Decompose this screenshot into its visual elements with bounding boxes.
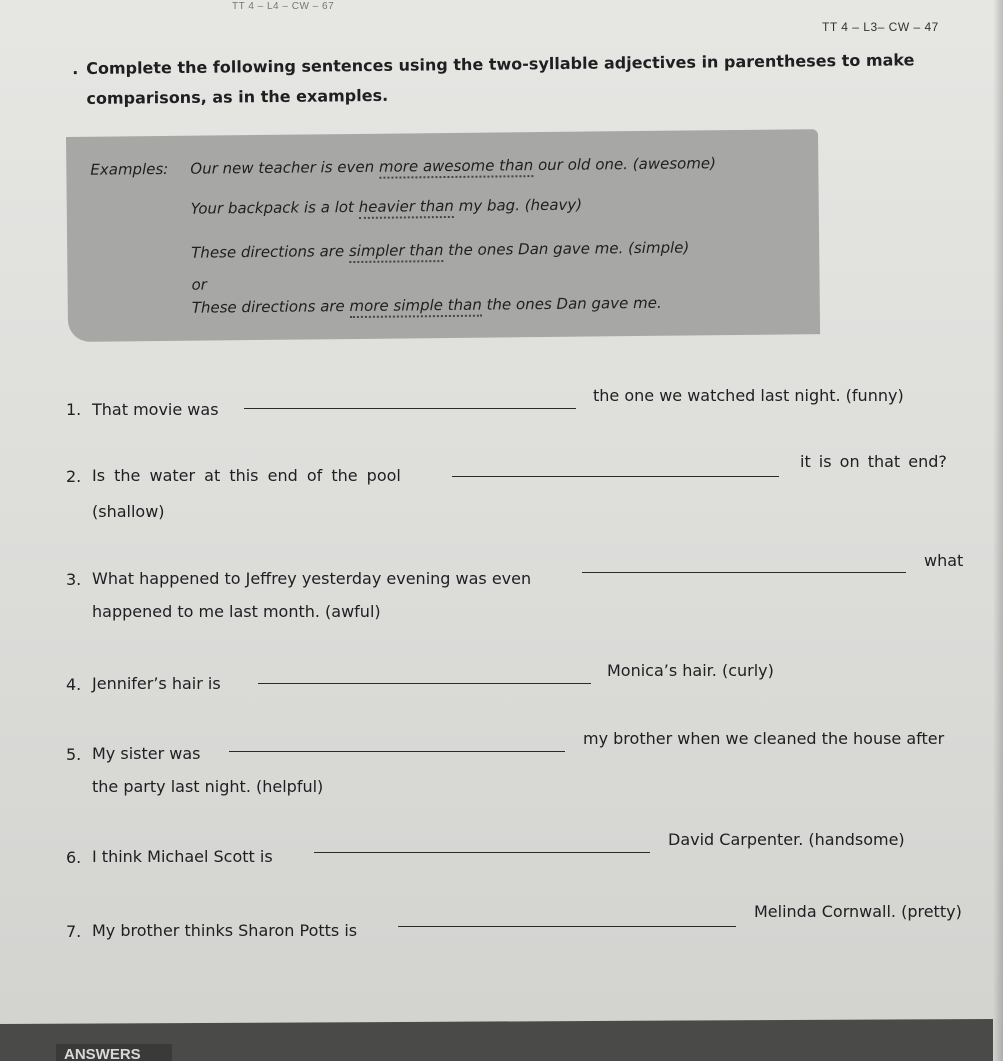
example-3-pre: These directions are	[191, 242, 350, 262]
question-2-continuation: it is on that end?	[800, 452, 947, 471]
question-2-adjective: (shallow)	[92, 502, 165, 521]
question-5-second-line: the party last night. (helpful)	[92, 777, 324, 796]
instruction-line-1: Complete the following sentences using the two-syllable adjectives in parentheses to make	[86, 50, 915, 78]
question-5-continuation: my brother when we cleaned the house after	[583, 729, 945, 748]
question-6-continuation: David Carpenter. (handsome)	[668, 830, 905, 849]
example-1-answer: more awesome than	[379, 156, 534, 179]
question-3-blank[interactable]	[582, 572, 906, 573]
question-3-second-line: happened to me last month. (awful)	[92, 602, 381, 621]
question-1-blank[interactable]	[244, 408, 576, 409]
example-1	[190, 154, 716, 178]
question-7-number: 7.	[66, 922, 82, 941]
question-2-text: Is the water at this end of the pool	[92, 466, 401, 485]
handwritten-top-note: TT 4 – L4 – CW – 67	[232, 1, 335, 12]
example-2-answer: heavier than	[359, 197, 454, 219]
exercise-instructions	[72, 45, 947, 114]
question-4-text: Jennifer’s hair is	[92, 674, 221, 693]
handwritten-right-note: TT 4 – L3– CW – 47	[822, 20, 939, 34]
question-7-continuation: Melinda Cornwall. (pretty)	[754, 902, 962, 921]
example-1-pre: Our new teacher is even	[190, 157, 380, 178]
instruction-bullet: .	[72, 59, 79, 79]
question-2-number: 2.	[66, 467, 82, 486]
example-2-post: my bag. (heavy)	[453, 195, 583, 215]
question-4-blank[interactable]	[258, 683, 591, 684]
question-1-number: 1.	[66, 400, 82, 419]
question-7-text: My brother thinks Sharon Potts is	[92, 921, 358, 940]
example-3	[191, 238, 689, 261]
example-or: or	[191, 275, 208, 294]
question-1-continuation: the one we watched last night. (funny)	[593, 386, 904, 405]
question-6-text: I think Michael Scott is	[92, 847, 273, 866]
question-1-text: That movie was	[92, 400, 219, 419]
example-1-post: our old one. (awesome)	[533, 154, 717, 175]
instruction-line-2: comparisons, as in the examples.	[86, 85, 389, 108]
question-3-continuation: what	[924, 551, 964, 570]
example-4-pre: These directions are	[191, 297, 350, 317]
example-4-answer: more simple than	[349, 296, 482, 318]
question-6-blank[interactable]	[314, 852, 650, 853]
answers-label: ANSWERS	[64, 1046, 141, 1061]
question-3-text: What happened to Jeffrey yesterday evening was even	[92, 569, 532, 588]
question-5-number: 5.	[66, 745, 82, 764]
example-4-post: the ones Dan gave me.	[481, 293, 662, 314]
question-3-number: 3.	[66, 570, 82, 589]
question-6-number: 6.	[66, 848, 82, 867]
question-7-blank[interactable]	[398, 926, 736, 927]
example-3-post: the ones Dan gave me. (simple)	[443, 238, 690, 260]
question-5-blank[interactable]	[229, 751, 565, 752]
answers-banner	[0, 1014, 1003, 1061]
example-2-pre: Your backpack is a lot	[190, 197, 359, 218]
example-3-answer: simpler than	[349, 241, 444, 263]
example-4	[192, 294, 662, 317]
question-2-blank[interactable]	[452, 476, 779, 477]
question-4-number: 4.	[66, 675, 82, 694]
examples-label: Examples:	[90, 159, 169, 179]
example-2	[191, 196, 582, 218]
question-4-continuation: Monica’s hair. (curly)	[607, 661, 774, 680]
examples-box	[66, 129, 820, 342]
page-edge-shadow	[993, 0, 1003, 1061]
question-5-text: My sister was	[92, 744, 201, 763]
